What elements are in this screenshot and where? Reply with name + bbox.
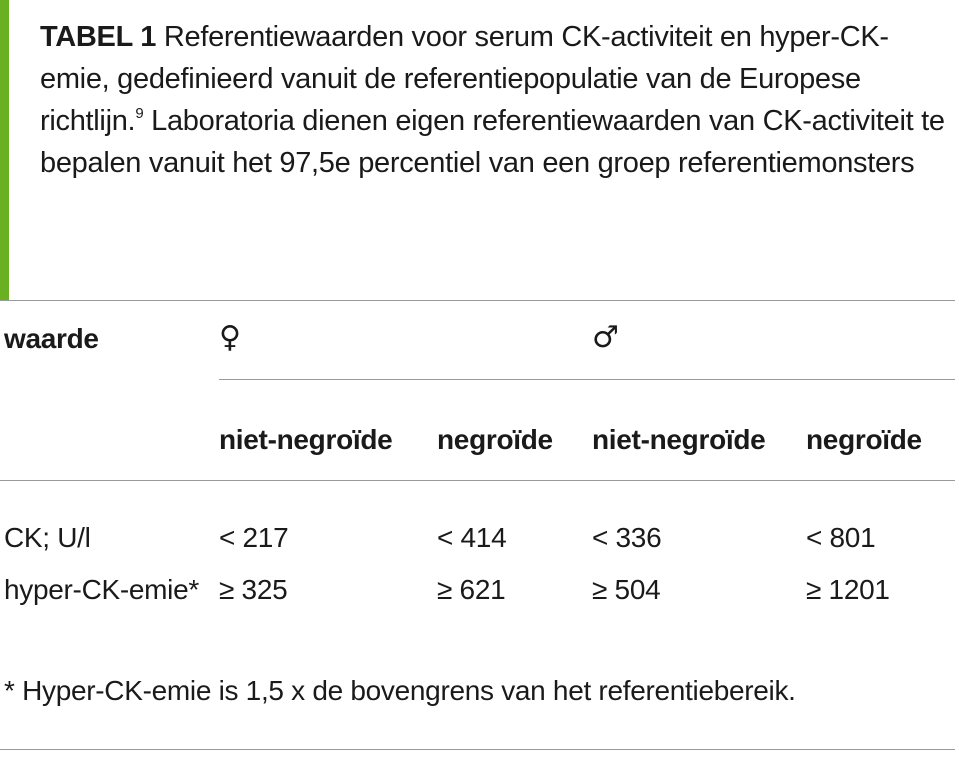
ck-female-negroid: < 414 — [437, 522, 507, 553]
subheader-male-negroid: negroïde — [806, 424, 922, 455]
table-bottom-rule — [0, 749, 955, 750]
subheader-male-non-negroid: niet-negroïde — [592, 424, 766, 455]
row-label-ck: CK; U/l — [4, 522, 91, 553]
hyper-ck-female-negroid: ≥ 621 — [437, 574, 506, 605]
caption-accent-bar — [0, 0, 9, 300]
table-caption — [40, 16, 945, 184]
table-footnote: * Hyper-CK-emie is 1,5 x de bovengrens van het referentiebereik. — [4, 675, 796, 706]
caption-reference: 9 — [135, 105, 144, 122]
female-symbol: ♀ — [219, 320, 241, 355]
row-label-hyper-ck: hyper-CK-emie* — [4, 574, 199, 605]
subheader-female-negroid: negroïde — [437, 424, 553, 455]
caption-text: Referentiewaarden voor serum CK-activiteit en hyper-CK-emie, gedefinieerd vanuit de referentiepopulatie van de Europese richtlijn. — [40, 21, 889, 137]
header-bottom-rule — [0, 480, 955, 481]
header-group-rule — [219, 379, 955, 380]
subheader-female-non-negroid: niet-negroïde — [219, 424, 393, 455]
hyper-ck-female-non-negroid: ≥ 325 — [219, 574, 288, 605]
header-value-label: waarde — [4, 323, 99, 354]
male-symbol: ♂ — [592, 320, 619, 355]
ck-male-negroid: < 801 — [806, 522, 876, 553]
hyper-ck-male-negroid: ≥ 1201 — [806, 574, 890, 605]
hyper-ck-male-non-negroid: ≥ 504 — [592, 574, 661, 605]
ck-female-non-negroid: < 217 — [219, 522, 289, 553]
table-top-rule — [0, 300, 955, 301]
caption-label: TABEL 1 — [40, 21, 157, 53]
caption-text-2: Laboratoria dienen eigen referentiewaarden van CK-activiteit te bepalen vanuit het 97,5e percentiel van een groep referentiemonsters — [40, 105, 945, 179]
ck-male-non-negroid: < 336 — [592, 522, 662, 553]
